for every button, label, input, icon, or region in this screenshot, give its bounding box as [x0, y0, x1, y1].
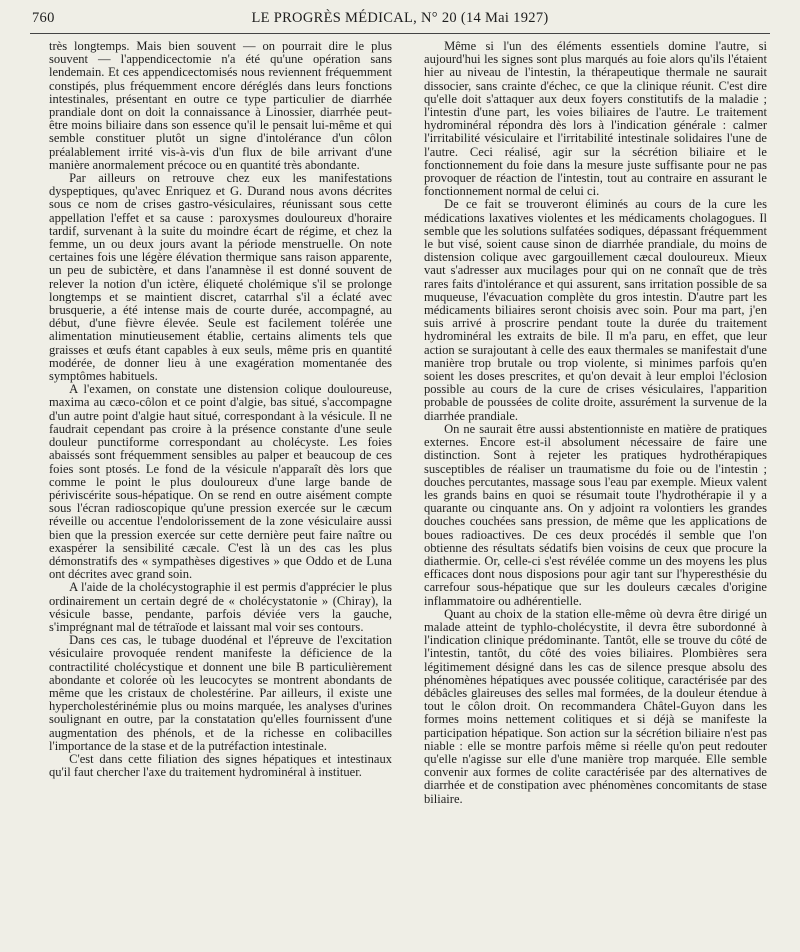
- paragraph: A l'examen, on constate une distension colique douloureuse, maxima au cæco-côlon et ce point d'algie, bas situé, s'accompagne d'un autre point d'algie haut situé, correspondant à la vésicule. Il ne faudrait cependant pas croire à la présence constante d'une seule douleur punctiforme correspondant au cholécyste. Les foies abaissés sont fréquemment sensibles au palper et beaucoup de ces foies sont ptosés. Le fond de la vésicule n'apparaît dès lors que comme le point le plus douloureux d'une large bande de périviscérite sous-hépatique. On se rend en outre aisément compte sous l'écran radioscopique qu'une pression exercée sur le cæcum réveille ou accentue l'endolorissement de la zone vésiculaire aussi bien que la pression exercée sur cette dernière peut faire naître ou exaspérer la sensibilité cæcale. C'est là un des cas les plus démonstratifs des « sympathèses digestives » que Oddo et de Luna ont décrites avec grand soin.: [49, 382, 392, 582]
- paragraph: très longtemps. Mais bien souvent — on pourrait dire le plus souvent — l'appendicectomie n'a été qu'une opération sans lendemain. Et ces appendicectomisés nous reviennent fréquemment constipés, plus fréquemment encore déréglés dans leurs fonctions intestinales, présentant en outre ce type particulier de diarrhée prandiale dont on doit la connaissance à Linossier, diarrhée peut-être moins biliaire dans son essence qu'il le pensait lui-même et qui semble constituer plutôt un signe d'intolérance d'un côlon préalablement irrité vis-à-vis d'un flux de bile arrivant d'une manière anormalement précoce ou en quantité très abondante.: [49, 39, 392, 172]
- paragraph: De ce fait se trouveront éliminés au cours de la cure les médications laxatives violentes et les médicaments cholagogues. Il semble que les solutions sulfatées sodiques, dépassant fréquemment le but visé, soient cause sinon de diarrhée prandiale, du moins de distension colique avec gargouillement cæcal douloureux. Mieux vaut s'adresser aux mucilages pour qui on ne connaît que de très rares faits d'intolérance et qui assurent, sans irritation possible de sa muqueuse, l'évacuation complète du gros intestin. D'autre part les médicaments biliaires seront choisis avec soin. Pour ma part, j'en suis arrivé à proscrire pendant toute la durée du traitement hydrominéral les extraits de bile. Il m'a paru, en effet, que leur action se surajoutant à celle des eaux thermales se manifestait d'une manière trop brutale ou trop violente, si minimes parfois qu'en soient les doses prescrites, et qu'on devait à leur emploi l'éclosion possible au cours de la cure de crises vésiculaires, l'apparition probable de poussées de colite droite, assurément la survenue de la diarrhée prandiale.: [424, 197, 767, 423]
- journal-title: LE PROGRÈS MÉDICAL, N° 20 (14 Mai 1927): [251, 10, 549, 26]
- left-column: [49, 40, 392, 779]
- paragraph: On ne saurait être aussi abstentionniste en matière de pratiques externes. Encore est-il absolument nécessaire de faire une distinction. Sont à rejeter les pratiques hydrothérapiques susceptibles de réaliser un traumatisme du foie ou de l'intestin ; douches percutantes, massage sous l'eau par exemple. Mieux valent les grands bains en quoi se résumait toute l'hydrothérapie il y a quarante ou cinquante ans. On y adjoint ra volontiers les grandes douches couchées sans pression, de même que les applications de boues radioactives. De ces deux procédés il semble que l'on obtienne des résultats sédatifs bien voisins de ceux que procure la diathermie. Or, celle-ci s'est révélée comme un des moyens les plus efficaces dont nous disposions pour agir tant sur l'hyperesthésie du carrefour sous-hépatique que sur les douleurs cæcales d'origine inflammatoire ou adhérentielle.: [424, 421, 767, 608]
- paragraph: C'est dans cette filiation des signes hépatiques et intestinaux qu'il faut chercher l'axe du traitement hydrominéral à instituer.: [49, 751, 392, 780]
- right-column: [424, 40, 767, 806]
- page-header: [32, 10, 768, 30]
- paragraph: Par ailleurs on retrouve chez eux les manifestations dyspeptiques, qu'avec Enriquez et G. Durand nous avons décrites sous ce nom de crises gastro-vésiculaires, réunissant sous cette appellation l'effet et sa cause : paroxysmes douloureux d'horaire tardif, survenant à la suite du moindre écart de régime, et chez la femme, un ou deux jours avant la période menstruelle. On note certaines fois une légère élévation thermique sans raison apparente, un peu de subictère, et dans l'anamnèse il est donné souvent de relever la notion d'un ictère, éliqueté cholémique s'il se prolonge longtemps et se maintient discret, catarrhal s'il a éclaté avec brusquerie, a été intense mais de courte durée, accompagné, au début, d'une fièvre élevée. Seule est facilement tolérée une alimentation minutieusement établie, certains aliments tels que graisses et œufs étant capables à eux seuls, même pris en quantité modérée, de donner lieu à une exagération momentanée des symptômes habituels.: [49, 171, 392, 384]
- paragraph: A l'aide de la cholécystographie il est permis d'apprécier le plus ordinairement un certain degré de « cholécystatonie » (Chiray), la vésicule basse, pendante, parfois déviée vers la gauche, s'imprégnant mal de tétraïode et laissant mal voir ses contours.: [49, 580, 392, 634]
- paragraph: Dans ces cas, le tubage duodénal et l'épreuve de l'excitation vésiculaire provoquée rendent manifeste la déficience de la contractilité cholécystique et donnent une bile B particulièrement abondante et colorée où les leucocytes se montrent abondants de même que les cristaux de cholestérine. Par ailleurs, il existe une hypercholestérinémie plus ou moins marquée, les analyses d'urines soulignant en outre, par la constatation qu'elles fournissent d'une augmentation des phénols, et de la richesse en colibacilles l'importance de la stase et de la putréfaction intestinale.: [49, 633, 392, 753]
- paragraph: Même si l'un des éléments essentiels domine l'autre, si aujourd'hui les signes sont plus marqués au foie alors qu'ils l'étaient hier au niveau de l'intestin, la thérapeutique thermale ne saurait dissocier, sans crainte d'échec, ce que la clinique réunit. C'est dire qu'elle doit s'attaquer aux deux foyers constitutifs de la maladie ; l'intestin d'une part, les voies biliaires de l'autre. Le traitement hydrominéral répondra dès lors à l'indication générale : calmer l'irritabilité vésiculaire et l'irritabilité intestinale solidaires l'une de l'autre. Ceci réalisé, agir sur la sécrétion biliaire et le fonctionnement du foie dans la mesure juste suffisante pour ne pas provoquer de réaction de l'intestin, tout au contraire en assurant le fonctionnement normal de celui ci.: [424, 39, 767, 199]
- paragraph: Quant au choix de la station elle-même où devra être dirigé un malade atteint de typhlo-cholécystite, il devra être subordonné à l'indication clinique prédominante. Tantôt, elle se trouve du côté de l'intestin, tantôt, du côté des voies biliaires. Plombières sera légitimement désigné dans les cas de silence presque absolu des phénomènes hépatiques avec poussée colitique, caractérisée par des débâcles glaireuses des selles mal formées, de la douleur étendue à tout le côlon droit. On recommandera Châtel-Guyon dans les formes moins nettement colitiques et si déjà se manifeste la participation hépatique. Son action sur la sécrétion biliaire n'est pas niable : elle se montre parfois même si réelle qu'on peut redouter qu'elle n'agisse sur elle d'une manière trop marquée. Elle semble convenir aux formes de colite caractérisée par des alternatives de diarrhée et de constipation avec phénomènes concomitants de stase biliaire.: [424, 606, 767, 806]
- header-rule: [30, 33, 770, 34]
- page-number: 760: [32, 10, 55, 26]
